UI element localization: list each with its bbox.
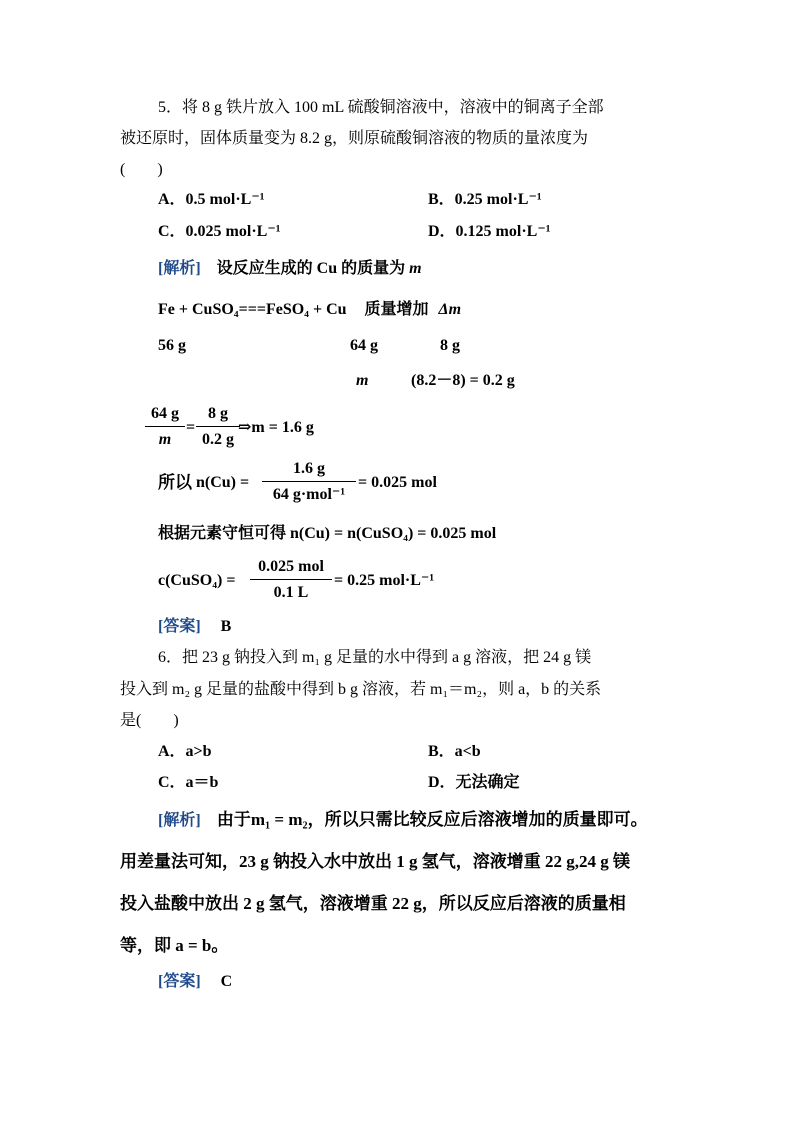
n-fraction: [262, 459, 356, 505]
ratio-fraction-2: [196, 404, 240, 450]
q5-answer: [158, 617, 231, 637]
analysis-tag: [解析]: [158, 812, 201, 829]
q5-row1-fe-mass: 56 g: [158, 337, 186, 354]
n-expression: n(Cu) =: [196, 474, 250, 491]
q6-stem-line3: 是( ): [120, 712, 179, 729]
q6-option-a: A．a>b: [158, 743, 212, 760]
q5-row1-delta: 8 g: [440, 337, 460, 354]
q5-row2-diff: (8.2－8) = 0.2 g: [411, 372, 515, 389]
q6-analysis-line1: [158, 810, 648, 831]
delta-m: Δm: [438, 301, 462, 318]
c-expression: c(CuSO₄) =: [158, 572, 236, 589]
q5-stem-line1: 5．将 8 g 铁片放入 100 mL 硫酸铜溶液中，溶液中的铜离子全部: [158, 99, 604, 116]
q5-option-a: A．0.5 mol·L⁻¹: [158, 191, 265, 208]
fraction-denominator: 0.2 g: [202, 431, 234, 448]
equation-note: 质量增加: [364, 301, 429, 318]
n-prefix: 所以: [158, 473, 192, 492]
fraction-denominator: m: [158, 431, 172, 448]
q5-option-b: B．0.25 mol·L⁻¹: [428, 191, 542, 208]
fraction-numerator: 0.025 mol: [258, 558, 324, 575]
q6-stem-line2: 投入到 m₂ g 足量的盐酸中得到 b g 溶液，若 m₁＝m₂，则 a，b 的关系: [120, 681, 602, 698]
c-result: = 0.25 mol·L⁻¹: [334, 572, 435, 589]
answer-value: B: [220, 618, 232, 635]
q5-equation-row: [158, 300, 461, 320]
q6-analysis-line2: 用差量法可知，23 g 钠投入水中放出 1 g 氢气，溶液增重 22 g,24 g 镁: [120, 852, 630, 871]
q6-option-b: B．a<b: [428, 743, 481, 760]
analysis-text: 设反应生成的 Cu 的质量为: [216, 260, 406, 277]
analysis-tag: [解析]: [158, 260, 201, 277]
var-m: m: [409, 260, 422, 277]
c-fraction: [250, 557, 332, 603]
n-result: = 0.025 mol: [358, 474, 437, 491]
q6-stem-line1: 6．把 23 g 钠投入到 m₁ g 足量的水中得到 a g 溶液，把 24 g 镁: [158, 649, 592, 666]
q6-analysis-line4: 等，即 a = b。: [120, 936, 229, 955]
analysis-text: 由于m₁ = m₂，所以只需比较反应后溶液增加的质量即可。: [216, 810, 648, 829]
q5-stem-line2: 被还原时，固体质量变为 8.2 g，则原硫酸铜溶液的物质的量浓度为: [120, 130, 589, 147]
q5-option-c: C．0.025 mol·L⁻¹: [158, 223, 281, 240]
q5-row2-m: m: [356, 372, 369, 389]
answer-tag: [答案]: [158, 973, 201, 990]
ratio-equals: =: [186, 419, 196, 436]
q6-answer: [158, 972, 232, 992]
q5-option-d: D．0.125 mol·L⁻¹: [428, 223, 551, 240]
q6-option-c: C．a＝b: [158, 774, 219, 791]
q5-row1-cu-mass: 64 g: [350, 337, 378, 354]
chemical-equation: Fe + CuSO₄===FeSO₄ + Cu: [158, 301, 347, 318]
fraction-denominator: 64 g·mol⁻¹: [272, 486, 346, 503]
ratio-fraction-1: [145, 404, 185, 450]
ratio-result: ⇒m = 1.6 g: [238, 419, 314, 436]
q6-option-d: D．无法确定: [428, 774, 520, 791]
fraction-numerator: 8 g: [208, 405, 228, 422]
fraction-denominator: 0.1 L: [273, 584, 309, 601]
fraction-numerator: 64 g: [151, 405, 179, 422]
conservation-line: 根据元素守恒可得 n(Cu) = n(CuSO₄) = 0.025 mol: [158, 525, 497, 542]
fraction-numerator: 1.6 g: [293, 460, 325, 477]
q6-analysis-line3: 投入盐酸中放出 2 g 氢气，溶液增重 22 g，所以反应后溶液的质量相: [120, 894, 626, 913]
answer-tag: [答案]: [158, 618, 201, 635]
answer-value: C: [220, 973, 233, 990]
q5-analysis-intro: [158, 259, 422, 279]
q5-stem-line3: ( ): [120, 161, 163, 178]
